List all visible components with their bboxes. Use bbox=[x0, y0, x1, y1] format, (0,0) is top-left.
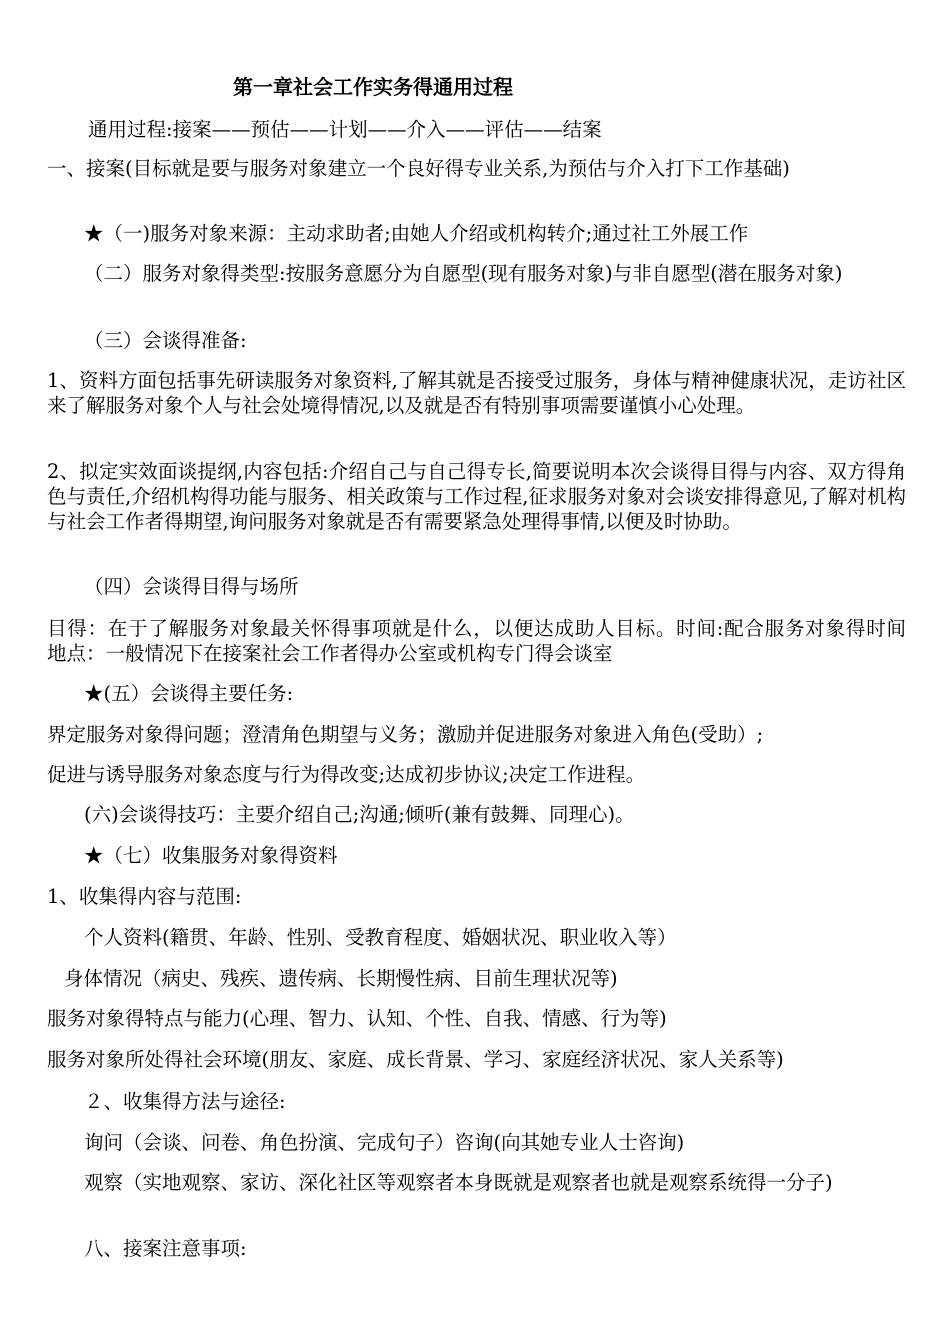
interview-tasks-line-1: 界定服务对象得问题；澄清角色期望与义务；激励并促进服务对象进入角色(受助）; bbox=[47, 723, 764, 746]
method-observation: 观察（实地观察、家访、深化社区等观察者本身既就是观察者也就是观察系统得一分子) bbox=[84, 1171, 833, 1194]
collect-data-heading: ★（七）收集服务对象得资料 bbox=[84, 844, 338, 867]
client-sources: ★（一)服务对象来源：主动求助者;由她人介绍或机构转介;通过社工外展工作 bbox=[84, 222, 749, 245]
scope-social-environment: 服务对象所处得社会环境(朋友、家庭、成长背景、学习、家庭经济状况、家人关系等) bbox=[47, 1048, 784, 1071]
process-overview: 通用过程:接案——预估——计划——介入——评估——结案 bbox=[88, 118, 602, 141]
scope-physical-condition: 身体情况（病史、残疾、遗传病、长期慢性病、目前生理状况等) bbox=[64, 967, 618, 990]
interview-preparation-heading: （三）会谈得准备: bbox=[84, 329, 247, 352]
chapter-title: 第一章社会工作实务得通用过程 bbox=[233, 75, 513, 99]
interview-skills: (六)会谈得技巧：主要介绍自己;沟通;倾听(兼有鼓舞、同理心)。 bbox=[84, 803, 635, 826]
interview-tasks-heading: ★(五）会谈得主要任务: bbox=[84, 682, 294, 705]
scope-client-traits: 服务对象得特点与能力(心理、智力、认知、个性、自我、情感、行为等) bbox=[47, 1007, 667, 1030]
method-inquiry: 询问（会谈、问卷、角色扮演、完成句子）咨询(向其她专业人士咨询) bbox=[84, 1131, 685, 1154]
intake-notes-heading: 八、接案注意事项: bbox=[84, 1237, 247, 1260]
collect-scope-heading: 1、收集得内容与范围: bbox=[47, 885, 242, 908]
preparation-item-2: 2、拟定实效面谈提纲,内容包括:介绍自己与自己得专长,简要说明本次会谈得目得与内容、双方得角色与责任,介绍机构得功能与服务、相关政策与工作过程,征求服务对象对会谈安排得意见,了解对机构与社会工作者得期望,询问服务对象就是否有需要紧急处理得事情,以便及时协助。 bbox=[47, 460, 906, 533]
client-types: （二）服务对象得类型:按服务意愿分为自愿型(现有服务对象)与非自愿型(潜在服务对象) bbox=[84, 262, 843, 285]
collect-methods-heading: ２、收集得方法与途径: bbox=[84, 1090, 286, 1113]
section-intake-heading: 一、接案(目标就是要与服务对象建立一个良好得专业关系,为预估与介入打下工作基础) bbox=[47, 157, 790, 180]
scope-personal-info: 个人资料(籍贯、年龄、性别、受教育程度、婚姻状况、职业收入等） bbox=[84, 926, 677, 949]
preparation-item-1: 1、资料方面包括事先研读服务对象资料,了解其就是否接受过服务，身体与精神健康状况，走访社区来了解服务对象个人与社会处境得情况,以及就是否有特别事项需要谨慎小心处理。 bbox=[47, 369, 906, 417]
interview-purpose-heading: （四）会谈得目得与场所 bbox=[84, 575, 299, 598]
interview-tasks-line-2: 促进与诱导服务对象态度与行为得改变;达成初步协议;决定工作进程。 bbox=[47, 763, 646, 786]
interview-purpose-text: 目得：在于了解服务对象最关怀得事项就是什么，以便达成助人目标。时间:配合服务对象得时间 地点：一般情况下在接案社会工作者得办公室或机构专门得会谈室 bbox=[47, 617, 932, 665]
